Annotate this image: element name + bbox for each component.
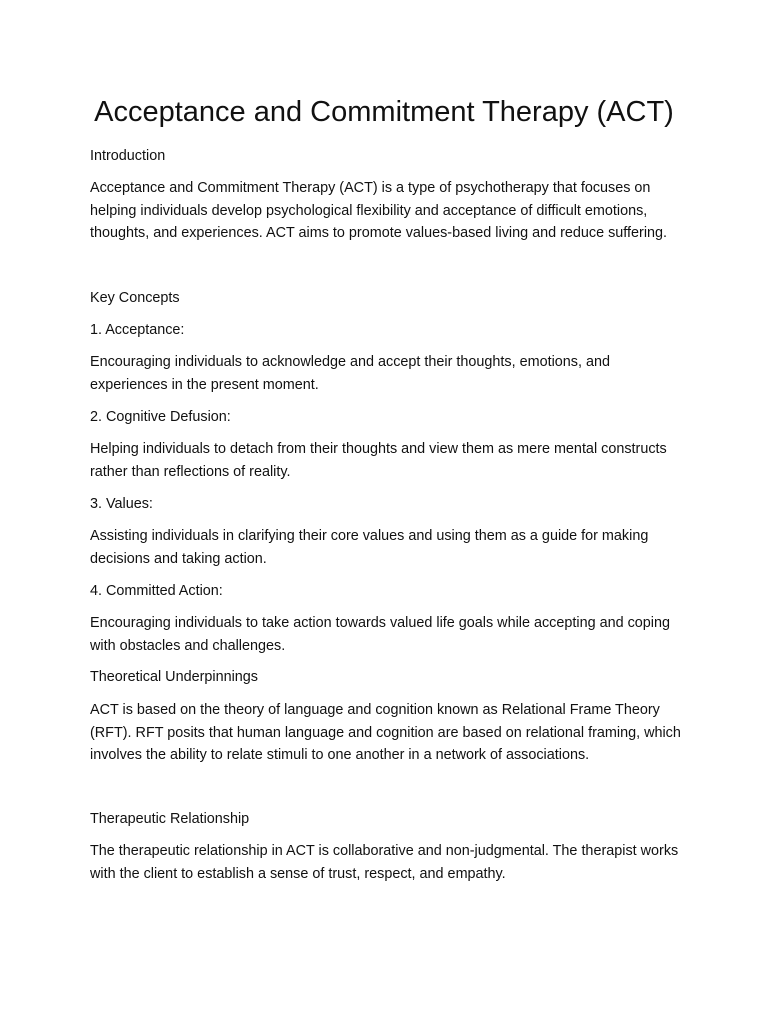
intro-heading: Introduction [90, 148, 166, 164]
concept-text-committed-action: Encouraging individuals to take action towards valued life goals while accepting and coping with obstacles and challenges. [90, 615, 670, 654]
concept-text-values: Assisting individuals in clarifying their core values and using them as a guide for making decisions and taking action. [90, 528, 649, 567]
concept-heading-values: 3. Values: [90, 496, 153, 512]
document-title: Acceptance and Commitment Therapy (ACT) [94, 96, 674, 128]
intro-paragraph: Acceptance and Commitment Therapy (ACT) is a type of psychotherapy that focuses on helping individuals develop psychological flexibility and acceptance of difficult emotions, thoughts, and experiences. ACT aims to promote values-based living and reduce suffering. [90, 180, 668, 241]
relationship-heading: Therapeutic Relationship [90, 811, 250, 827]
theory-paragraph: ACT is based on the theory of language and cognition known as Relational Frame Theory (RFT). RFT posits that human language and cognition are based on relational framing, which involves the ability to relate stimuli to one another in a network of associations. [90, 702, 681, 763]
key-concepts-heading: Key Concepts [90, 290, 180, 306]
theory-heading: Theoretical Underpinnings [90, 669, 258, 685]
concept-text-acceptance: Encouraging individuals to acknowledge and accept their thoughts, emotions, and experiences in the present moment. [90, 354, 611, 393]
concept-heading-cognitive-defusion: 2. Cognitive Defusion: [90, 409, 231, 425]
concept-heading-acceptance: 1. Acceptance: [90, 322, 185, 338]
concept-heading-committed-action: 4. Committed Action: [90, 583, 223, 599]
concept-text-cognitive-defusion: Helping individuals to detach from their thoughts and view them as mere mental constructs rather than reflections of reality. [90, 441, 667, 480]
relationship-paragraph: The therapeutic relationship in ACT is collaborative and non-judgmental. The therapist works with the client to establish a sense of trust, respect, and empathy. [90, 843, 679, 882]
